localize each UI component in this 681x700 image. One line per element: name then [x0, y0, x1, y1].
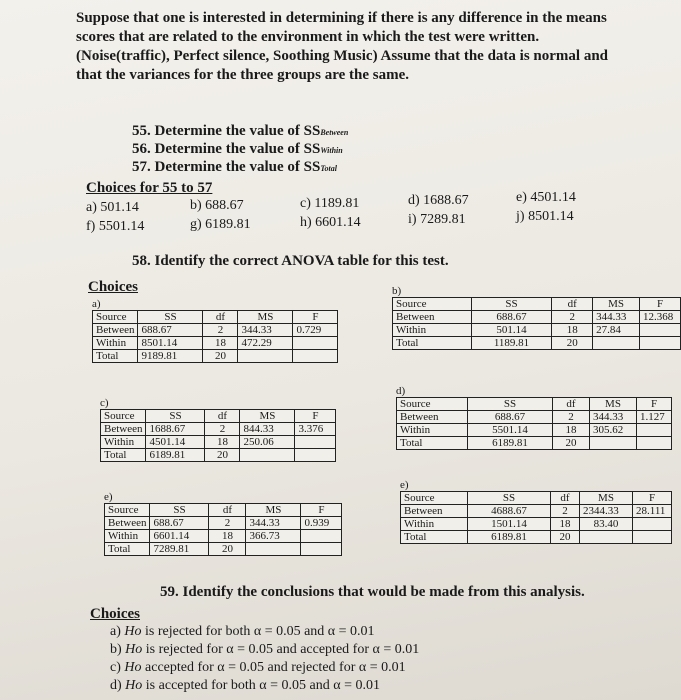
table-row: Between 688.67 2 344.33 1.127 [397, 411, 672, 424]
table-row: Between 688.67 2 344.33 12.368 [393, 311, 681, 324]
question-57: 57. Determine the value of SSTotal [132, 159, 337, 175]
table-row: Within 5501.14 18 305.62 [397, 424, 672, 437]
table-row: Within 4501.14 18 250.06 [101, 436, 336, 449]
choice-55-h[interactable]: h) 6601.14 [300, 215, 361, 230]
table-row: Within 501.14 18 27.84 [393, 324, 681, 337]
table-e-label: e) [104, 491, 113, 503]
intro-line-1: Suppose that one is interested in determining if there is any difference in the means [76, 10, 607, 26]
anova-table-c[interactable] [100, 409, 336, 462]
choice-55-j[interactable]: j) 8501.14 [516, 209, 574, 224]
table-row: Total 6189.81 20 [101, 449, 336, 462]
table-row: Between 688.67 2 344.33 0.729 [93, 324, 338, 337]
table-row: Within 1501.14 18 83.40 [401, 518, 672, 531]
question-55: 55. Determine the value of SSBetween [132, 123, 349, 139]
anova-table-e[interactable] [104, 503, 342, 556]
table-a-label: a) [92, 298, 101, 310]
table-row: Source SS df MS F [397, 398, 672, 411]
question-56: 56. Determine the value of SSWithin [132, 141, 343, 157]
choice-59-a[interactable]: a) Ho is rejected for both α = 0.05 and α = 0.01 [110, 624, 375, 639]
table-row: Total 6189.81 20 [397, 437, 672, 450]
table-row: Source SS df MS F [101, 410, 336, 423]
table-row: Source SS df MS F [93, 311, 338, 324]
table-row: Between 1688.67 2 844.33 3.376 [101, 423, 336, 436]
table-c-label: c) [100, 397, 109, 409]
table-row: Total 1189.81 20 [393, 337, 681, 350]
choice-55-g[interactable]: g) 6189.81 [190, 217, 251, 232]
table-row: Source SS df MS F [393, 298, 681, 311]
choice-59-b[interactable]: b) Ho is rejected for α = 0.05 and accepted for α = 0.01 [110, 642, 420, 657]
table-row: Within 6601.14 18 366.73 [105, 530, 342, 543]
choice-55-e[interactable]: e) 4501.14 [516, 190, 576, 205]
choice-55-i[interactable]: i) 7289.81 [408, 212, 466, 227]
choice-55-c[interactable]: c) 1189.81 [300, 196, 360, 211]
question-55-subscript: Between [320, 128, 349, 137]
table-b-label: b) [392, 285, 402, 297]
table-e2-label: e) [400, 479, 409, 491]
table-d-label: d) [396, 385, 406, 397]
question-58: 58. Identify the correct ANOVA table for this test. [132, 253, 449, 269]
question-59: 59. Identify the conclusions that would be made from this analysis. [160, 584, 585, 600]
anova-table-d[interactable] [396, 397, 672, 450]
table-row: Between 4688.67 2 2344.33 28.111 [401, 505, 672, 518]
table-row: Source SS df MS F [401, 492, 672, 505]
table-row: Within 8501.14 18 472.29 [93, 337, 338, 350]
anova-table-e2[interactable] [400, 491, 672, 544]
table-row: Total 9189.81 20 [93, 350, 338, 363]
question-57-subscript: Total [320, 164, 337, 173]
choice-55-b[interactable]: b) 688.67 [190, 198, 244, 213]
table-row: Total 7289.81 20 [105, 543, 342, 556]
choices-header-55: Choices for 55 to 57 [86, 180, 213, 196]
choice-59-d[interactable]: d) Ho is accepted for both α = 0.05 and α = 0.01 [110, 678, 380, 693]
table-row: Total 6189.81 20 [401, 531, 672, 544]
choices-header-58: Choices [88, 279, 138, 295]
choices-header-59: Choices [90, 606, 140, 622]
intro-line-2: scores that are related to the environment in which the test were written. [76, 29, 540, 45]
choice-59-c[interactable]: c) Ho accepted for α = 0.05 and rejected for α = 0.01 [110, 660, 406, 675]
intro-line-3: (Noise(traffic), Perfect silence, Soothing Music) Assume that the data is normal and [76, 48, 609, 64]
intro-line-4: that the variances for the three groups are the same. [76, 67, 410, 83]
anova-table-a[interactable] [92, 310, 338, 363]
question-56-subscript: Within [320, 146, 343, 155]
choice-55-d[interactable]: d) 1688.67 [408, 193, 469, 208]
table-row: Between 688.67 2 344.33 0.939 [105, 517, 342, 530]
table-row: Source SS df MS F [105, 504, 342, 517]
anova-table-b[interactable] [392, 297, 681, 350]
choice-55-a[interactable]: a) 501.14 [86, 200, 139, 215]
choice-55-f[interactable]: f) 5501.14 [86, 219, 145, 234]
